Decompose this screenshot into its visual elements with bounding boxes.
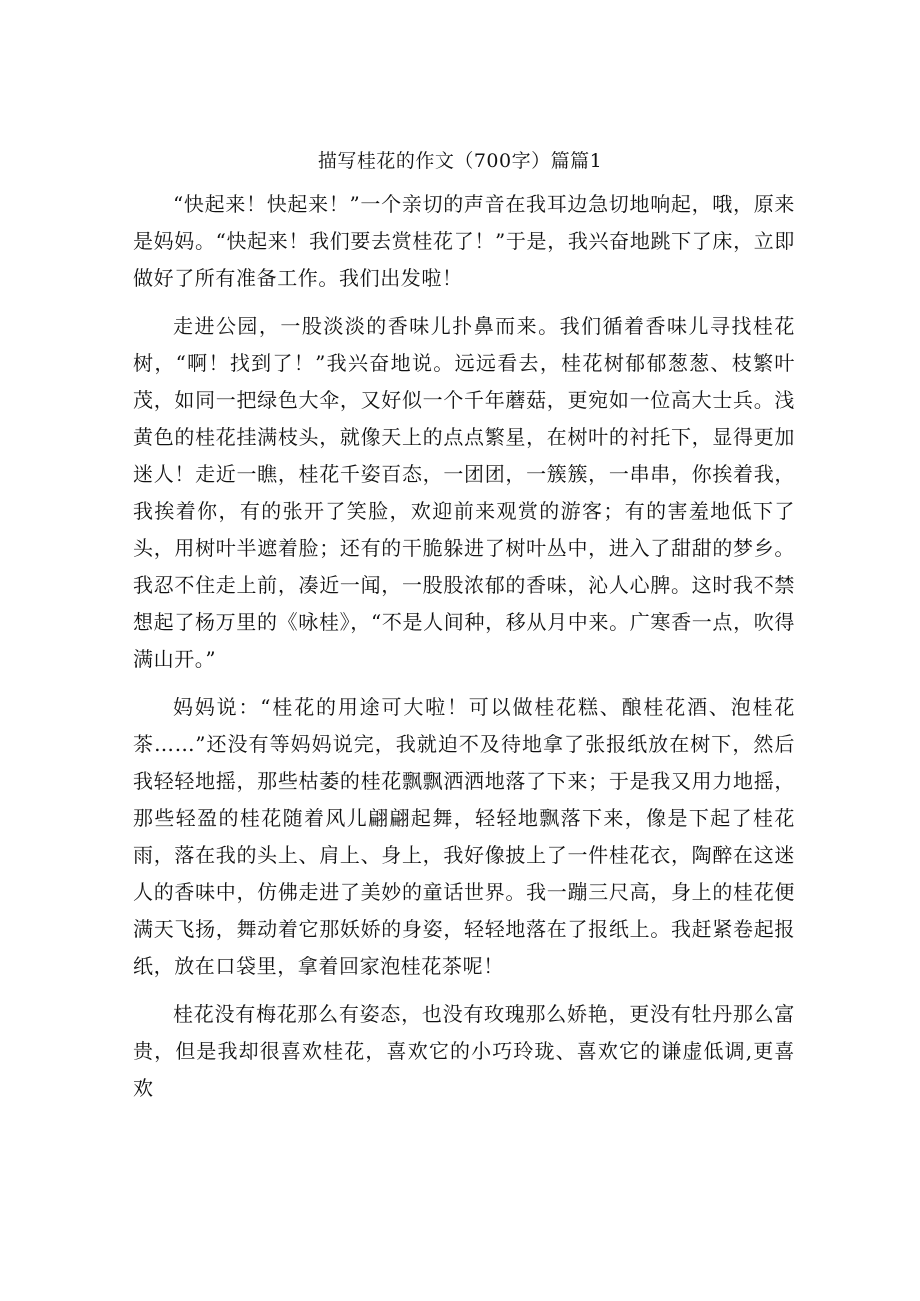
paragraph-4: 桂花没有梅花那么有姿态，也没有玫瑰那么娇艳，更没有牡丹那么富贵，但是我却很喜欢桂花，喜欢它的小巧玲珑、喜欢它的谦虚低调,更喜欢 xyxy=(133,1002,795,1100)
paragraph-3: 妈妈说：“桂花的用途可大啦！可以做桂花糕、酿桂花酒、泡桂花茶……”还没有等妈妈说完，我就迫不及待地拿了张报纸放在树下，然后我轻轻地摇，那些枯萎的桂花飘飘洒洒地落了下来；于是我又用力地摇，那些轻盈的桂花随着风儿翩翩起舞，轻轻地飘落下来，像是下起了桂花雨，落在我的头上、肩上、身上，我好像披上了一件桂花衣，陶醉在这迷人的香味中，仿佛走进了美妙的童话世界。我一蹦三尺高，身上的桂花便满天飞扬，舞动着它那妖娇的身姿，轻轻地落在了报纸上。我赶紧卷起报纸，放在口袋里，拿着回家泡桂花茶呢！ xyxy=(133,695,795,978)
document-title: 描写桂花的作文（700字）篇篇1 xyxy=(317,150,603,172)
paragraph-1: “快起来！快起来！”一个亲切的声音在我耳边急切地响起，哦，原来是妈妈。“快起来！我们要去赏桂花了！”于是，我兴奋地跳下了床，立即做好了所有准备工作。我们出发啦！ xyxy=(133,192,795,290)
document-body xyxy=(133,186,795,1118)
paragraph-2: 走进公园，一股淡淡的香味儿扑鼻而来。我们循着香味儿寻找桂花树，“啊！找到了！”我兴奋地说。远远看去，桂花树郁郁葱葱、枝繁叶茂，如同一把绿色大伞，又好似一个千年蘑菇，更宛如一位高大士兵。浅黄色的桂花挂满枝头，就像天上的点点繁星，在树叶的衬托下，显得更加迷人！走近一瞧，桂花千姿百态，一团团，一簇簇，一串串，你挨着我，我挨着你，有的张开了笑脸，欢迎前来观赏的游客；有的害羞地低下了头，用树叶半遮着脸；还有的干脆躲进了树叶丛中，进入了甜甜的梦乡。我忍不住走上前，凑近一闻，一股股浓郁的香味，沁人心脾。这时我不禁想起了杨万里的《咏桂》，“不是人间种，移从月中来。广寒香一点，吹得满山开。” xyxy=(133,314,795,671)
